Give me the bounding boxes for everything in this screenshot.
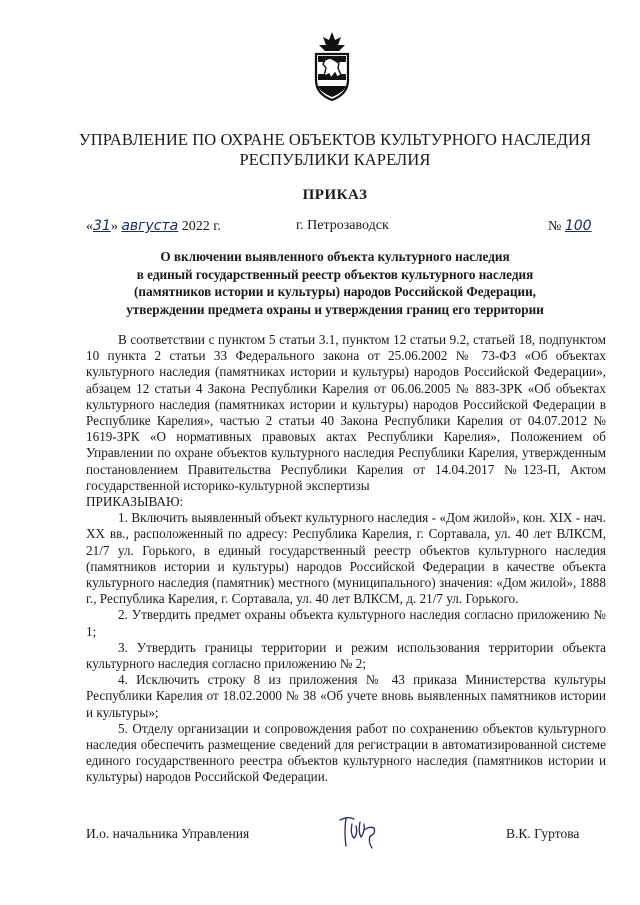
number-label: № xyxy=(548,219,562,234)
order-item-3: 3. Утвердить границы территории и режим использования территории объекта культурного наследия согласно приложению № 2; xyxy=(86,639,606,672)
document-date xyxy=(86,218,221,235)
date-year: 2022 г. xyxy=(181,219,221,234)
heading-line: (памятников истории и культуры) народов Российской Федерации, xyxy=(134,284,536,299)
signatory-position: И.о. начальника Управления xyxy=(86,826,250,841)
preamble-paragraph: В соответствии с пунктом 5 статьи 3.1, пунктом 12 статьи 9.2, статьей 18, подпунктом 10 пункта 2 статьи 33 Федерального закона от 25.06.2002 № 73-ФЗ «Об объектах культурного наследия (памятниках истории и культуры) народов Российской Федерации», абзацем 12 статьи 4 Закона Республики Карелия от 06.06.2005 № 883-ЗРК «Об объектах культурного наследия (памятниках истории и культуры) народов Российской Федерации в Республике Карелия», частью 2 статьи 40 Закона Республики Карелия от 04.07.2012 № 1619-ЗРК «О нормативных правовых актах Республики Карелия», Положением об Управлении по охране объектов культурного наследия Республики Карелия, утвержденным постановлением Правительства Республики Карелия от 14.04.2017 №123-П, Актом государственной историко-культурной экспертизы xyxy=(86,332,606,493)
karelia-coat-of-arms-icon xyxy=(312,30,352,102)
document-number xyxy=(548,218,592,235)
heading-line: в единый государственный реестр объектов культурного наследия xyxy=(136,266,534,282)
date-day: 31 xyxy=(93,218,111,234)
date-month: августа xyxy=(121,218,179,234)
handwritten-signature-icon xyxy=(334,812,382,852)
document-title: ПРИКАЗ xyxy=(302,187,368,203)
heading-line: утверждении предмета охраны и утверждения границ его территории xyxy=(126,301,544,317)
order-item-1: 1. Включить выявленный объект культурного наследия - «Дом жилой», кон. XIX - нач. XX вв., расположенный по адресу: Республика Карелия, г. Сортавала, ул. 40 лет ВЛКСМ, 21/7 ул. Горького, в единый государственный реестр объектов культурного наследия (памятников истории и культуры) народов Российской Федерации в качестве объекта культурного наследия (памятник) местного (муниципального) значения: «Дом жилой», 1888 г., Республика Карелия, г. Сортавала, ул. 40 лет ВЛКСМ, д. 21/7 ул. Горького. xyxy=(86,510,606,607)
document-body xyxy=(86,332,606,786)
order-item-5: 5. Отделу организации и сопровождения работ по сохранению объектов культурного наследия обеспечить размещение сведений для регистрации в автоматизированной системе единого государственного реестра объектов культурного наследия (памятников истории и культуры) народов Российской Федерации. xyxy=(86,720,606,785)
number-value: 100 xyxy=(564,218,592,234)
order-item-4: 4. Исключить строку 8 из приложения № 43 приказа Министерства культуры Республики Карелия от 18.02.2000 № 38 «Об учете вновь выявленных памятников истории и культуры»; xyxy=(86,672,606,720)
order-item-2: 2. Утвердить предмет охраны объекта культурного наследия согласно приложению № 1; xyxy=(86,607,606,639)
organization-name: УПРАВЛЕНИЕ ПО ОХРАНЕ ОБЪЕКТОВ КУЛЬТУРНОГО НАСЛЕДИЯ xyxy=(78,130,592,149)
signatory-name: В.К. Гуртова xyxy=(506,826,580,841)
date-quote-close: » xyxy=(110,219,118,234)
heading-line: О включении выявленного объекта культурного наследия xyxy=(160,249,510,264)
date-quote-open: « xyxy=(86,219,93,234)
order-word: ПРИКАЗЫВАЮ: xyxy=(86,494,184,510)
organization-region: РЕСПУБЛИКИ КАРЕЛИЯ xyxy=(239,150,431,169)
document-heading xyxy=(60,248,610,318)
document-city: г. Петрозаводск xyxy=(296,218,389,233)
